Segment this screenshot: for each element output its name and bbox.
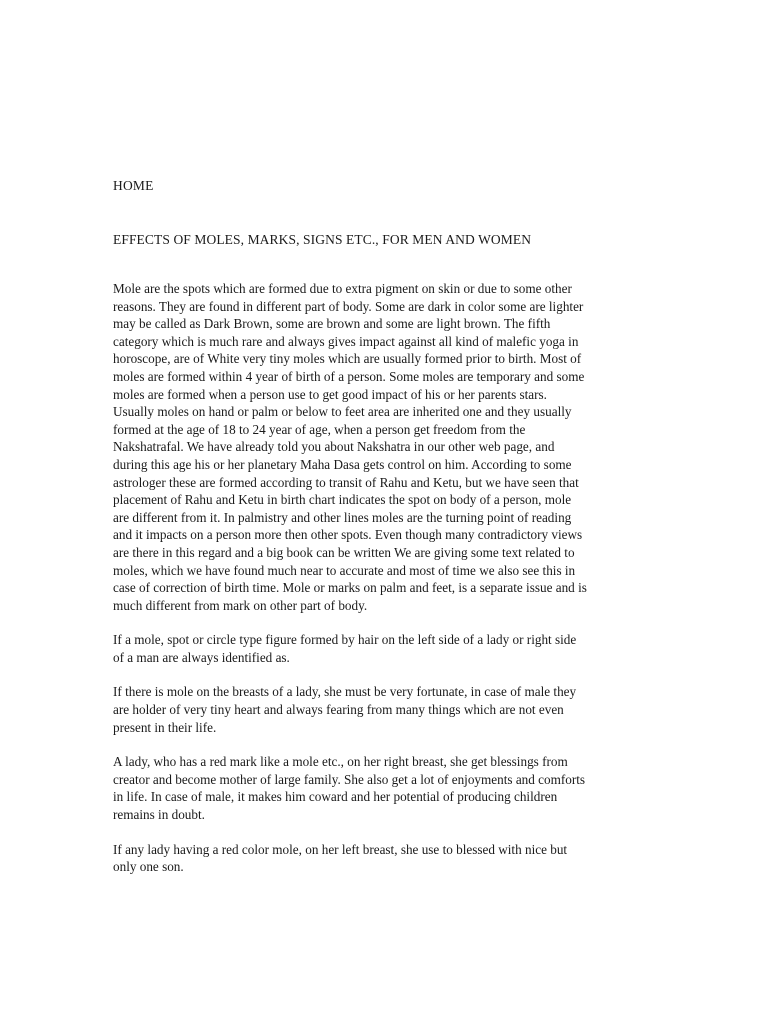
- home-link[interactable]: HOME: [113, 178, 154, 193]
- text-line: A lady, who has a red mark like a mole etc., on her right breast, she get blessings from: [113, 754, 568, 770]
- text-line: creator and become mother of large family. She also get a lot of enjoyments and comforts: [113, 771, 586, 787]
- text-line: If there is mole on the breasts of a lady, she must be very fortunate, in case of male they: [113, 684, 577, 700]
- text-line: are different from it. In palmistry and other lines moles are the turning point of reading: [113, 509, 572, 525]
- text-line: present in their life.: [113, 719, 217, 735]
- text-line: horoscope, are of White very tiny moles which are usually formed prior to birth. Most of: [113, 351, 582, 367]
- text-line: are holder of very tiny heart and always fearing from many things which are not even: [113, 702, 564, 718]
- text-line: may be called as Dark Brown, some are brown and some are light brown. The fifth: [113, 316, 551, 332]
- paragraph-breasts: [113, 683, 653, 736]
- text-line: If a mole, spot or circle type figure formed by hair on the left side of a lady or right side: [113, 632, 577, 648]
- text-line: remains in doubt.: [113, 807, 205, 823]
- text-line: reasons. They are found in different part of body. Some are dark in color some are lighter: [113, 298, 584, 314]
- text-line: in life. In case of male, it makes him coward and her potential of producing children: [113, 789, 558, 805]
- text-line: during this age his or her planetary Maha Dasa gets control on him. According to some: [113, 456, 572, 472]
- text-line: and it impacts on a person more then other spots. Even though many contradictory views: [113, 527, 583, 543]
- text-line: placement of Rahu and Ketu in birth chart indicates the spot on body of a person, mole: [113, 492, 572, 508]
- text-line: astrologer these are formed according to transit of Rahu and Ketu, but we have seen that: [113, 474, 579, 490]
- text-line: moles, which we have found much near to accurate and most of time we also see this in: [113, 562, 576, 578]
- text-line: If any lady having a red color mole, on her left breast, she use to blessed with nice but: [113, 841, 568, 857]
- text-line: Mole are the spots which are formed due to extra pigment on skin or due to some other: [113, 281, 572, 296]
- text-line: are there in this regard and a big book can be written We are giving some text related to: [113, 544, 575, 560]
- text-line: moles are formed within 4 year of birth of a person. Some moles are temporary and some: [113, 368, 585, 384]
- text-line: Usually moles on hand or palm or below to feet area are inherited one and they usually: [113, 404, 572, 420]
- paragraph-right-breast: [113, 753, 653, 823]
- text-line: moles are formed when a person use to get good impact of his or her parents stars.: [113, 386, 547, 402]
- paragraph-intro: [113, 280, 653, 614]
- text-line: of a man are always identified as.: [113, 649, 290, 665]
- text-line: category which is much rare and always gives impact against all kind of malefic yoga in: [113, 333, 579, 349]
- text-line: Nakshatrafal. We have already told you about Nakshatra in our other web page, and: [113, 439, 555, 455]
- paragraph-left-breast: [113, 841, 653, 876]
- page-title: EFFECTS OF MOLES, MARKS, SIGNS ETC., FOR MEN AND WOMEN: [113, 232, 532, 247]
- text-line: case of correction of birth time. Mole or marks on palm and feet, is a separate issue and is: [113, 580, 587, 596]
- text-line: formed at the age of 18 to 24 year of age, when a person get freedom from the: [113, 421, 526, 437]
- paragraph-left-right-side: [113, 631, 653, 666]
- text-line: much different from mark on other part of body.: [113, 597, 368, 613]
- text-line: only one son.: [113, 859, 184, 875]
- article-body: [113, 280, 653, 893]
